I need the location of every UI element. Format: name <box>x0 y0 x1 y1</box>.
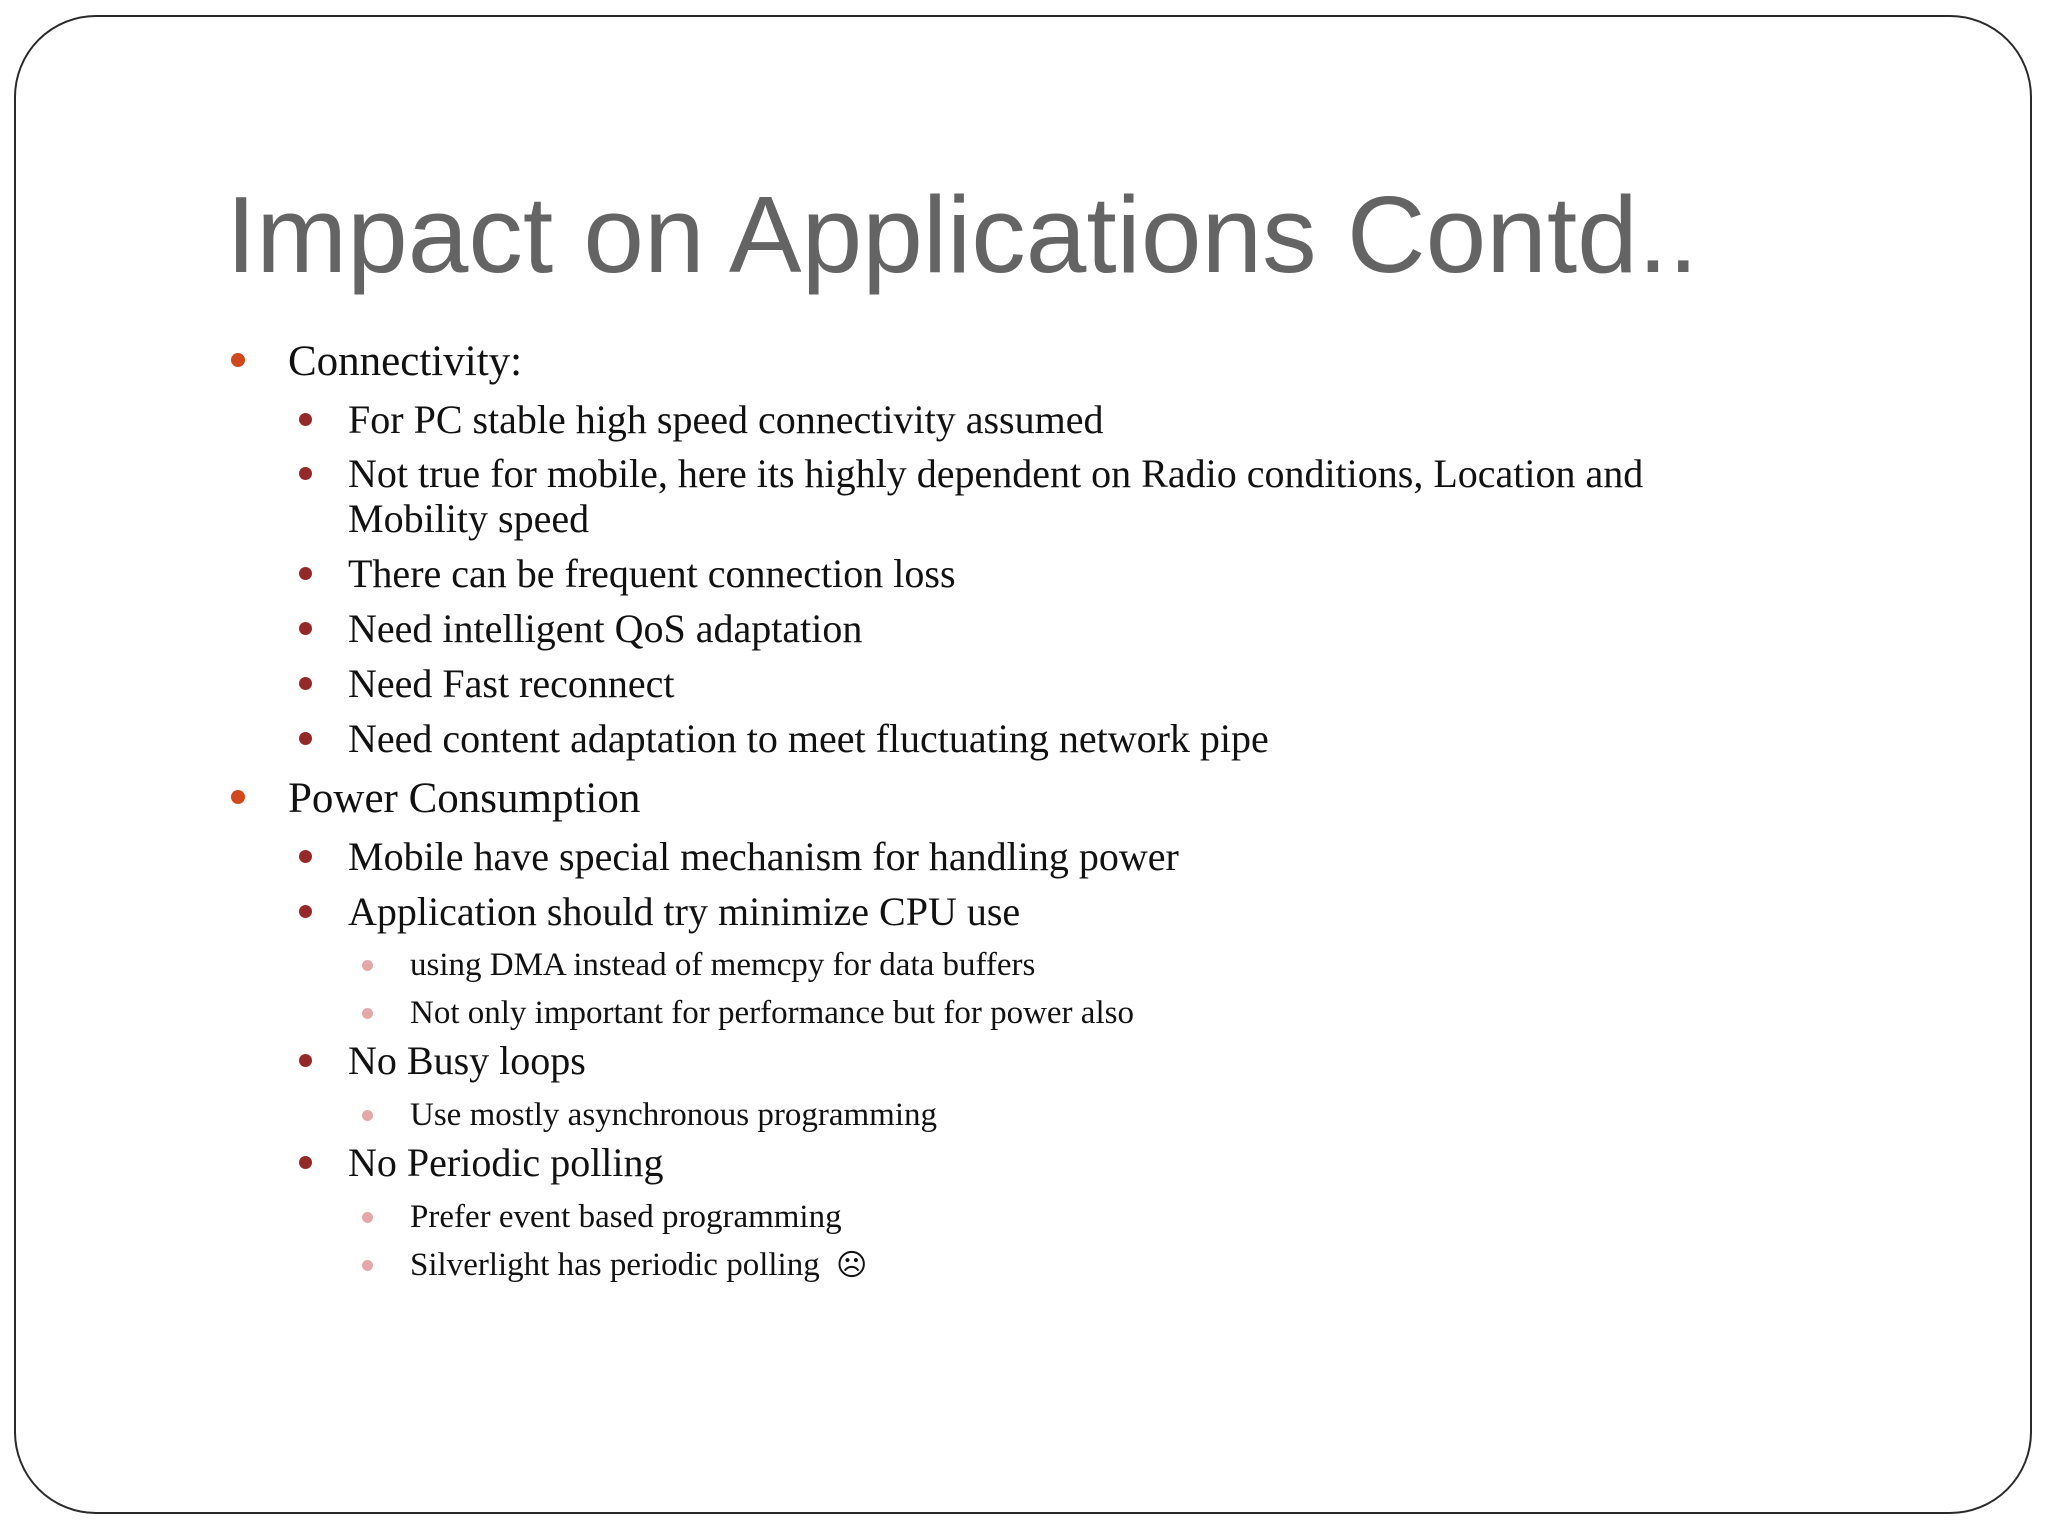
sub-list-item <box>410 1246 867 1285</box>
list-item <box>348 716 1269 761</box>
bullet-text: Prefer event based programming <box>410 1199 842 1235</box>
list-item <box>348 834 1179 879</box>
slide-title: Impact on Applications Contd.. <box>226 174 1699 296</box>
bullet-dot-icon <box>362 1212 373 1223</box>
bullet-dot-icon <box>299 467 312 480</box>
bullet-text: No Busy loops <box>348 1038 586 1083</box>
bullet-dot-icon <box>362 1110 373 1121</box>
bullet-text: Need content adaptation to meet fluctuating network pipe <box>348 716 1269 761</box>
bullet-dot-icon <box>299 413 312 426</box>
bullet-text: Mobile have special mechanism for handling power <box>348 834 1179 879</box>
bullet-dot-icon <box>362 1260 373 1271</box>
bullet-dot-icon <box>299 732 312 745</box>
bullet-dot-icon <box>299 622 312 635</box>
list-item <box>348 606 862 651</box>
list-item <box>348 397 1103 442</box>
bullet-dot-icon <box>299 905 312 918</box>
bullet-dot-icon <box>231 790 245 804</box>
bullet-text: Silverlight has periodic polling <box>410 1247 820 1283</box>
bullet-text: Need Fast reconnect <box>348 661 675 706</box>
bullet-dot-icon <box>299 567 312 580</box>
bullet-text: Connectivity: <box>288 338 523 385</box>
bullet-dot-icon <box>362 1008 373 1019</box>
sub-list-item <box>410 1096 937 1134</box>
bullet-text: Application should try minimize CPU use <box>348 889 1021 934</box>
sub-list-item <box>410 946 1035 984</box>
list-item <box>348 551 956 596</box>
bullet-text: There can be frequent connection loss <box>348 551 956 596</box>
bullet-connectivity <box>288 338 522 386</box>
bullet-text: using DMA instead of memcpy for data buffers <box>410 947 1036 983</box>
bullet-dot-icon <box>299 677 312 690</box>
list-item <box>348 451 1788 541</box>
bullet-text: Not only important for performance but for power also <box>410 995 1134 1031</box>
bullet-dot-icon <box>362 960 373 971</box>
bullet-text: Not true for mobile, here its highly dependent on Radio conditions, Location and Mobility speed <box>348 451 1644 541</box>
bullet-text: Need intelligent QoS adaptation <box>348 606 863 651</box>
list-item <box>348 661 675 706</box>
bullet-dot-icon <box>299 1156 312 1169</box>
bullet-text: No Periodic polling <box>348 1140 664 1185</box>
bullet-dot-icon <box>299 1054 312 1067</box>
bullet-text: Power Consumption <box>288 775 641 822</box>
list-item <box>348 1140 664 1185</box>
sub-list-item <box>410 994 1134 1032</box>
bullet-power-consumption <box>288 775 640 823</box>
sub-list-item <box>410 1198 842 1236</box>
bullet-text: Use mostly asynchronous programming <box>410 1097 938 1133</box>
bullet-dot-icon <box>299 850 312 863</box>
frown-face-icon: ☹ <box>835 1248 868 1283</box>
bullet-dot-icon <box>231 353 245 367</box>
bullet-text: For PC stable high speed connectivity assumed <box>348 397 1104 442</box>
list-item <box>348 1038 586 1083</box>
list-item <box>348 889 1020 934</box>
